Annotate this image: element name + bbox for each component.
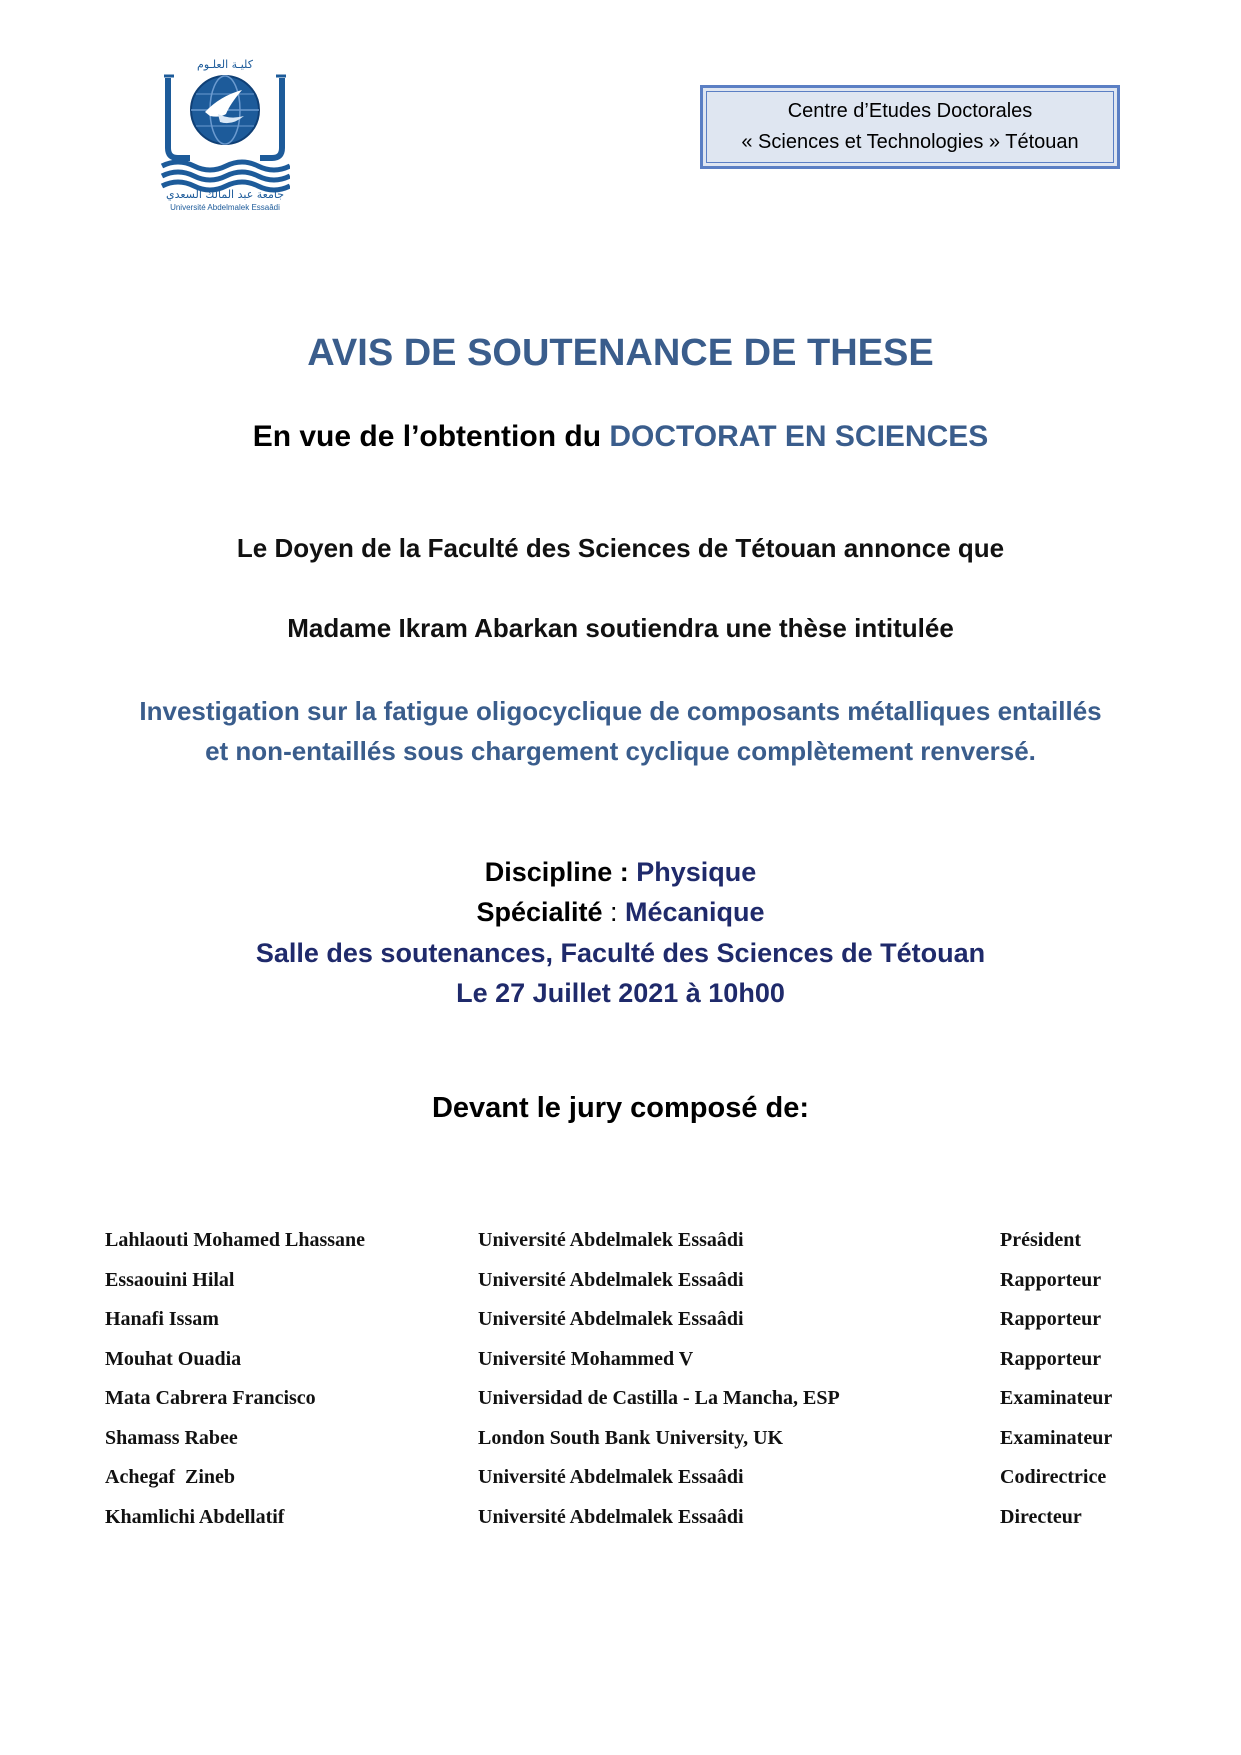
doctoral-center-box xyxy=(700,85,1120,169)
jury-institution: Université Mohammed V xyxy=(478,1347,694,1370)
jury-role: Rapporteur xyxy=(1000,1347,1102,1370)
subtitle-degree: DOCTORAT EN SCIENCES xyxy=(609,420,989,453)
logo-latin-text: Université Abdelmalek Essaâdi xyxy=(170,203,280,212)
jury-institution: Université Abdelmalek Essaâdi xyxy=(478,1308,744,1330)
ced-line-2: « Sciences et Technologies » Tétouan xyxy=(741,131,1079,153)
jury-name: Essaouini Hilal xyxy=(105,1268,235,1291)
specialite-value: Mécanique xyxy=(625,897,765,927)
subtitle xyxy=(0,420,1241,454)
university-logo xyxy=(160,58,290,218)
jury-institution: London South Bank University, UK xyxy=(478,1426,784,1449)
page-title: AVIS DE SOUTENANCE DE THESE xyxy=(307,332,934,374)
jury-role: Examinateur xyxy=(1000,1387,1113,1409)
announce-line: Le Doyen de la Faculté des Sciences de Tétouan annonce que xyxy=(236,533,1005,563)
jury-institution: Université Abdelmalek Essaâdi xyxy=(478,1505,744,1528)
university-logo-icon xyxy=(160,66,290,196)
jury-row xyxy=(105,1387,1135,1427)
jury-row xyxy=(105,1229,1135,1269)
jury-name: Mouhat Ouadia xyxy=(105,1347,242,1370)
logo-arabic-bottom: جامعة عبد المالك السعدي xyxy=(165,188,285,201)
venue-line: Salle des soutenances, Faculté des Sciences de Tétouan xyxy=(255,938,986,968)
date-line: Le 27 Juillet 2021 à 10h00 xyxy=(456,978,785,1008)
thesis-title: Investigation sur la fatigue oligocyclique de composants métalliques entaillés et non-entaillés sous chargement cyclique complètement renversé. xyxy=(139,696,1102,766)
jury-heading: Devant le jury composé de: xyxy=(431,1092,810,1124)
ced-line-1: Centre d’Etudes Doctorales xyxy=(787,100,1033,122)
jury-institution: Universidad de Castilla - La Mancha, ESP xyxy=(478,1387,840,1409)
jury-role: Examinateur xyxy=(1000,1426,1113,1449)
jury-row xyxy=(105,1466,1135,1506)
subtitle-prefix: En vue de l’obtention du xyxy=(252,420,610,453)
jury-name: Lahlaouti Mohamed Lhassane xyxy=(105,1229,366,1251)
jury-row xyxy=(105,1506,1135,1546)
jury-name: Hanafi Issam xyxy=(105,1308,219,1330)
specialite-sep: : xyxy=(602,897,626,927)
jury-role: Rapporteur xyxy=(1000,1268,1102,1291)
jury-institution: Université Abdelmalek Essaâdi xyxy=(478,1229,744,1251)
specialite-line xyxy=(0,892,1241,932)
discipline-line xyxy=(0,852,1241,892)
discipline-value: Physique xyxy=(636,857,757,887)
specialite-label: Spécialité xyxy=(476,897,603,927)
jury-name: Mata Cabrera Francisco xyxy=(105,1387,316,1409)
candidate-line: Madame Ikram Abarkan soutiendra une thèse intitulée xyxy=(287,613,954,643)
jury-institution: Université Abdelmalek Essaâdi xyxy=(478,1268,744,1291)
jury-row xyxy=(105,1348,1135,1388)
jury-role: Président xyxy=(1000,1229,1082,1251)
jury-name: Achegaf Zineb xyxy=(105,1466,235,1488)
discipline-label: Discipline : xyxy=(484,857,637,887)
jury-row xyxy=(105,1427,1135,1467)
jury-table xyxy=(105,1229,1135,1545)
jury-row xyxy=(105,1269,1135,1309)
jury-row xyxy=(105,1308,1135,1348)
jury-role: Rapporteur xyxy=(1000,1308,1102,1330)
jury-role: Directeur xyxy=(1000,1505,1082,1528)
jury-role: Codirectrice xyxy=(1000,1466,1107,1488)
jury-institution: Université Abdelmalek Essaâdi xyxy=(478,1466,744,1488)
logo-arabic-top: كليـة العلـوم xyxy=(197,58,253,71)
jury-name: Khamlichi Abdellatif xyxy=(105,1505,285,1528)
jury-name: Shamass Rabee xyxy=(105,1426,238,1449)
